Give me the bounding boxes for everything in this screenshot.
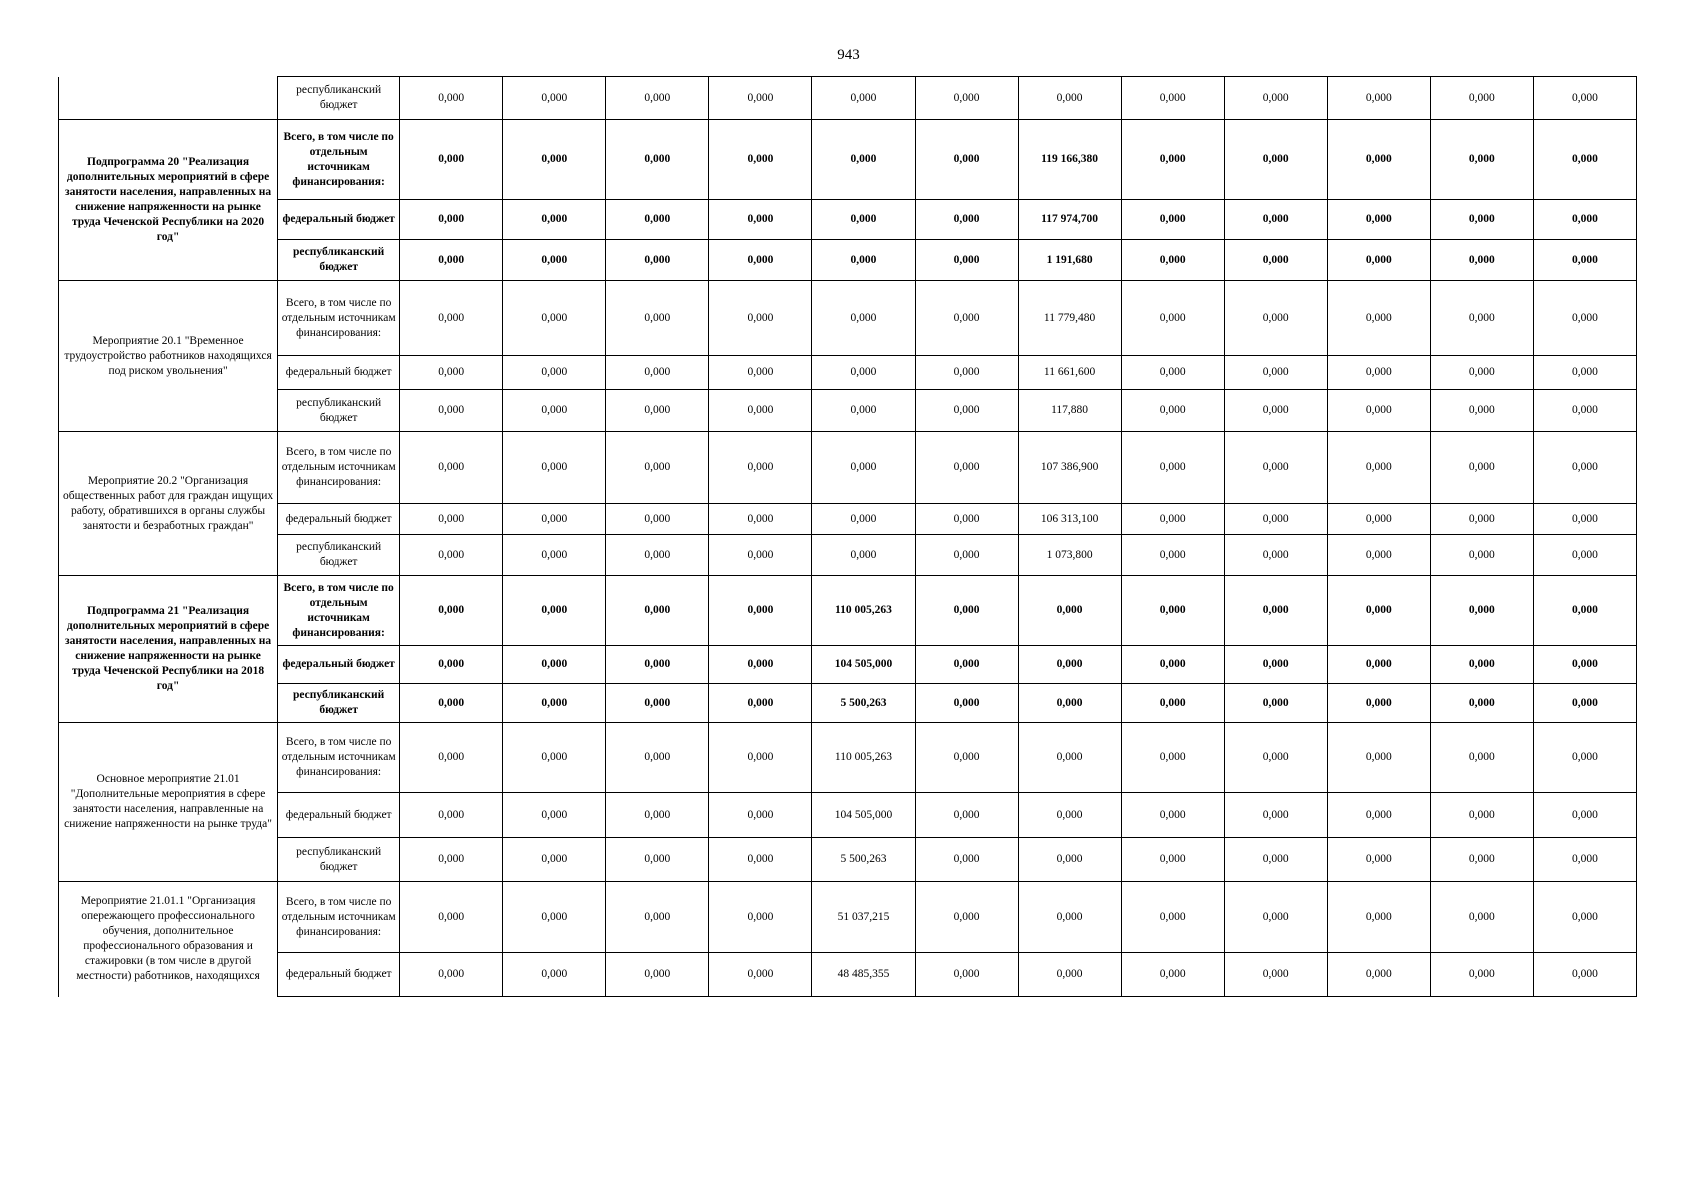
funding-source-cell: республиканский бюджет bbox=[278, 390, 400, 432]
value-cell: 1 191,680 bbox=[1018, 240, 1121, 281]
value-cell: 0,000 bbox=[1121, 504, 1224, 535]
funding-source-cell: федеральный бюджет bbox=[278, 356, 400, 390]
value-cell: 0,000 bbox=[606, 882, 709, 953]
value-cell: 0,000 bbox=[915, 882, 1018, 953]
page-number: 943 bbox=[837, 47, 860, 63]
value-cell: 0,000 bbox=[1224, 882, 1327, 953]
funding-source-cell: Всего, в том числе по отдельным источникам финансирования: bbox=[278, 723, 400, 793]
value-cell: 0,000 bbox=[1018, 77, 1121, 120]
value-cell: 0,000 bbox=[812, 240, 915, 281]
value-cell: 0,000 bbox=[1327, 576, 1430, 646]
value-cell: 0,000 bbox=[915, 281, 1018, 356]
value-cell: 0,000 bbox=[1018, 882, 1121, 953]
table-row bbox=[59, 281, 1637, 356]
value-cell: 0,000 bbox=[1224, 200, 1327, 240]
value-cell: 0,000 bbox=[400, 576, 503, 646]
value-cell: 117,880 bbox=[1018, 390, 1121, 432]
table-row bbox=[59, 882, 1637, 953]
value-cell: 104 505,000 bbox=[812, 646, 915, 684]
value-cell: 0,000 bbox=[400, 838, 503, 882]
table-row bbox=[59, 432, 1637, 504]
value-cell: 0,000 bbox=[812, 200, 915, 240]
value-cell: 0,000 bbox=[400, 684, 503, 723]
value-cell: 0,000 bbox=[1533, 77, 1636, 120]
value-cell: 0,000 bbox=[709, 535, 812, 576]
value-cell: 107 386,900 bbox=[1018, 432, 1121, 504]
value-cell: 0,000 bbox=[1430, 646, 1533, 684]
value-cell: 0,000 bbox=[1018, 793, 1121, 838]
value-cell: 0,000 bbox=[606, 504, 709, 535]
value-cell: 0,000 bbox=[606, 281, 709, 356]
value-cell: 0,000 bbox=[915, 120, 1018, 200]
program-name-cell: Основное мероприятие 21.01 "Дополнительные мероприятия в сфере занятости населения, направленные на снижение напряженности на рынке труда" bbox=[59, 723, 278, 882]
value-cell: 0,000 bbox=[503, 281, 606, 356]
funding-source-cell: федеральный бюджет bbox=[278, 953, 400, 997]
value-cell: 0,000 bbox=[709, 953, 812, 997]
table-row bbox=[59, 646, 1637, 684]
value-cell: 0,000 bbox=[915, 240, 1018, 281]
value-cell: 0,000 bbox=[915, 504, 1018, 535]
value-cell: 0,000 bbox=[1121, 684, 1224, 723]
value-cell: 0,000 bbox=[1430, 432, 1533, 504]
value-cell: 0,000 bbox=[915, 723, 1018, 793]
value-cell: 0,000 bbox=[915, 535, 1018, 576]
funding-source-cell: Всего, в том числе по отдельным источникам финансирования: bbox=[278, 432, 400, 504]
value-cell: 0,000 bbox=[400, 723, 503, 793]
value-cell: 104 505,000 bbox=[812, 793, 915, 838]
value-cell: 0,000 bbox=[915, 838, 1018, 882]
value-cell: 0,000 bbox=[709, 120, 812, 200]
budget-table bbox=[58, 76, 1637, 997]
value-cell: 0,000 bbox=[1327, 281, 1430, 356]
value-cell: 0,000 bbox=[1018, 723, 1121, 793]
value-cell: 0,000 bbox=[1018, 646, 1121, 684]
program-name-cell: Мероприятие 21.01.1 "Организация опережающего профессионального обучения, дополнительное профессионального образования и стажировки (в том числе в другой местности) работников, находящихся bbox=[59, 882, 278, 997]
table-row bbox=[59, 240, 1637, 281]
value-cell: 0,000 bbox=[606, 646, 709, 684]
value-cell: 0,000 bbox=[1430, 838, 1533, 882]
value-cell: 0,000 bbox=[400, 882, 503, 953]
value-cell: 0,000 bbox=[915, 390, 1018, 432]
value-cell: 0,000 bbox=[606, 576, 709, 646]
value-cell: 0,000 bbox=[812, 504, 915, 535]
value-cell: 0,000 bbox=[1121, 535, 1224, 576]
value-cell: 0,000 bbox=[915, 953, 1018, 997]
value-cell: 0,000 bbox=[915, 77, 1018, 120]
value-cell: 0,000 bbox=[503, 953, 606, 997]
value-cell: 0,000 bbox=[1533, 953, 1636, 997]
value-cell: 0,000 bbox=[812, 535, 915, 576]
value-cell: 110 005,263 bbox=[812, 723, 915, 793]
value-cell: 0,000 bbox=[400, 504, 503, 535]
value-cell: 0,000 bbox=[709, 390, 812, 432]
value-cell: 0,000 bbox=[1121, 576, 1224, 646]
funding-source-cell: Всего, в том числе по отдельным источникам финансирования: bbox=[278, 120, 400, 200]
program-name-cell: Подпрограмма 21 "Реализация дополнительных мероприятий в сфере занятости населения, направленных на снижение напряженности на рынке труда Чеченской Республики на 2018 год" bbox=[59, 576, 278, 723]
value-cell: 0,000 bbox=[1430, 281, 1533, 356]
value-cell: 0,000 bbox=[503, 504, 606, 535]
table-row bbox=[59, 390, 1637, 432]
value-cell: 0,000 bbox=[606, 953, 709, 997]
value-cell: 0,000 bbox=[1121, 793, 1224, 838]
value-cell: 0,000 bbox=[400, 535, 503, 576]
value-cell: 11 661,600 bbox=[1018, 356, 1121, 390]
value-cell: 0,000 bbox=[606, 432, 709, 504]
table-row bbox=[59, 838, 1637, 882]
value-cell: 0,000 bbox=[503, 356, 606, 390]
funding-source-cell: федеральный бюджет bbox=[278, 646, 400, 684]
value-cell: 0,000 bbox=[400, 240, 503, 281]
value-cell: 0,000 bbox=[1430, 120, 1533, 200]
value-cell: 0,000 bbox=[709, 432, 812, 504]
value-cell: 0,000 bbox=[1533, 793, 1636, 838]
value-cell: 0,000 bbox=[915, 576, 1018, 646]
value-cell: 0,000 bbox=[1327, 723, 1430, 793]
value-cell: 0,000 bbox=[400, 793, 503, 838]
value-cell: 0,000 bbox=[606, 723, 709, 793]
value-cell: 0,000 bbox=[1121, 356, 1224, 390]
value-cell: 0,000 bbox=[1121, 953, 1224, 997]
value-cell: 0,000 bbox=[1533, 576, 1636, 646]
value-cell: 0,000 bbox=[606, 793, 709, 838]
value-cell: 0,000 bbox=[1533, 723, 1636, 793]
funding-source-cell: республиканский бюджет bbox=[278, 77, 400, 120]
value-cell: 0,000 bbox=[1224, 723, 1327, 793]
value-cell: 0,000 bbox=[1430, 684, 1533, 723]
value-cell: 0,000 bbox=[1224, 953, 1327, 997]
funding-source-cell: федеральный бюджет bbox=[278, 504, 400, 535]
value-cell: 0,000 bbox=[709, 77, 812, 120]
value-cell: 0,000 bbox=[503, 576, 606, 646]
value-cell: 51 037,215 bbox=[812, 882, 915, 953]
value-cell: 0,000 bbox=[606, 838, 709, 882]
value-cell: 0,000 bbox=[400, 200, 503, 240]
value-cell: 0,000 bbox=[812, 77, 915, 120]
value-cell: 0,000 bbox=[400, 390, 503, 432]
value-cell: 0,000 bbox=[1224, 535, 1327, 576]
value-cell: 0,000 bbox=[1224, 793, 1327, 838]
value-cell: 0,000 bbox=[709, 200, 812, 240]
funding-source-cell: Всего, в том числе по отдельным источникам финансирования: bbox=[278, 882, 400, 953]
value-cell: 0,000 bbox=[915, 793, 1018, 838]
value-cell: 0,000 bbox=[915, 646, 1018, 684]
program-name-cell bbox=[59, 77, 278, 120]
table-row bbox=[59, 576, 1637, 646]
table-row bbox=[59, 953, 1637, 997]
value-cell: 0,000 bbox=[1018, 953, 1121, 997]
value-cell: 0,000 bbox=[1327, 793, 1430, 838]
value-cell: 0,000 bbox=[1224, 684, 1327, 723]
value-cell: 0,000 bbox=[400, 120, 503, 200]
program-name-cell: Подпрограмма 20 "Реализация дополнительных мероприятий в сфере занятости населения, направленных на снижение напряженности на рынке труда Чеченской Республики на 2020 год" bbox=[59, 120, 278, 281]
value-cell: 0,000 bbox=[1327, 432, 1430, 504]
value-cell: 0,000 bbox=[1121, 723, 1224, 793]
funding-source-cell: республиканский бюджет bbox=[278, 535, 400, 576]
value-cell: 0,000 bbox=[1224, 576, 1327, 646]
value-cell: 0,000 bbox=[1018, 684, 1121, 723]
value-cell: 11 779,480 bbox=[1018, 281, 1121, 356]
value-cell: 0,000 bbox=[1430, 793, 1533, 838]
value-cell: 0,000 bbox=[709, 646, 812, 684]
value-cell: 117 974,700 bbox=[1018, 200, 1121, 240]
table-row bbox=[59, 723, 1637, 793]
value-cell: 0,000 bbox=[1121, 240, 1224, 281]
value-cell: 0,000 bbox=[1430, 356, 1533, 390]
value-cell: 0,000 bbox=[1533, 240, 1636, 281]
program-name-cell: Мероприятие 20.1 "Временное трудоустройство работников находящихся под риском увольнения" bbox=[59, 281, 278, 432]
value-cell: 0,000 bbox=[1430, 953, 1533, 997]
value-cell: 0,000 bbox=[400, 281, 503, 356]
value-cell: 0,000 bbox=[1327, 646, 1430, 684]
value-cell: 0,000 bbox=[1430, 77, 1533, 120]
value-cell: 0,000 bbox=[606, 535, 709, 576]
value-cell: 0,000 bbox=[1533, 535, 1636, 576]
value-cell: 0,000 bbox=[606, 77, 709, 120]
value-cell: 0,000 bbox=[812, 432, 915, 504]
value-cell: 0,000 bbox=[400, 356, 503, 390]
funding-source-cell: Всего, в том числе по отдельным источникам финансирования: bbox=[278, 281, 400, 356]
value-cell: 0,000 bbox=[915, 432, 1018, 504]
value-cell: 106 313,100 bbox=[1018, 504, 1121, 535]
value-cell: 0,000 bbox=[1121, 390, 1224, 432]
value-cell: 0,000 bbox=[1533, 356, 1636, 390]
value-cell: 5 500,263 bbox=[812, 684, 915, 723]
value-cell: 0,000 bbox=[1430, 390, 1533, 432]
value-cell: 0,000 bbox=[709, 504, 812, 535]
funding-source-cell: федеральный бюджет bbox=[278, 200, 400, 240]
value-cell: 0,000 bbox=[1224, 120, 1327, 200]
value-cell: 0,000 bbox=[1533, 838, 1636, 882]
value-cell: 0,000 bbox=[1430, 535, 1533, 576]
value-cell: 0,000 bbox=[812, 120, 915, 200]
value-cell: 0,000 bbox=[1121, 281, 1224, 356]
value-cell: 0,000 bbox=[1430, 723, 1533, 793]
value-cell: 0,000 bbox=[1224, 390, 1327, 432]
program-name-cell: Мероприятие 20.2 "Организация общественных работ для граждан ищущих работу, обратившихся в органы службы занятости и безработных граждан" bbox=[59, 432, 278, 576]
value-cell: 0,000 bbox=[1121, 120, 1224, 200]
value-cell: 0,000 bbox=[1224, 77, 1327, 120]
funding-source-cell: республиканский бюджет bbox=[278, 684, 400, 723]
value-cell: 0,000 bbox=[1121, 77, 1224, 120]
value-cell: 0,000 bbox=[503, 432, 606, 504]
value-cell: 0,000 bbox=[606, 356, 709, 390]
value-cell: 0,000 bbox=[1327, 77, 1430, 120]
table-row bbox=[59, 535, 1637, 576]
value-cell: 0,000 bbox=[709, 240, 812, 281]
value-cell: 0,000 bbox=[1533, 200, 1636, 240]
funding-source-cell: федеральный бюджет bbox=[278, 793, 400, 838]
value-cell: 0,000 bbox=[1533, 432, 1636, 504]
value-cell: 0,000 bbox=[1430, 882, 1533, 953]
value-cell: 0,000 bbox=[400, 953, 503, 997]
value-cell: 0,000 bbox=[1224, 838, 1327, 882]
value-cell: 0,000 bbox=[503, 793, 606, 838]
value-cell: 0,000 bbox=[1327, 535, 1430, 576]
table-row bbox=[59, 504, 1637, 535]
value-cell: 0,000 bbox=[503, 77, 606, 120]
value-cell: 0,000 bbox=[1327, 120, 1430, 200]
value-cell: 0,000 bbox=[1327, 953, 1430, 997]
table-row bbox=[59, 200, 1637, 240]
value-cell: 5 500,263 bbox=[812, 838, 915, 882]
value-cell: 0,000 bbox=[812, 356, 915, 390]
value-cell: 0,000 bbox=[1533, 504, 1636, 535]
value-cell: 0,000 bbox=[709, 281, 812, 356]
value-cell: 0,000 bbox=[1533, 281, 1636, 356]
value-cell: 0,000 bbox=[1121, 882, 1224, 953]
value-cell: 0,000 bbox=[606, 390, 709, 432]
value-cell: 0,000 bbox=[1224, 356, 1327, 390]
value-cell: 0,000 bbox=[400, 646, 503, 684]
value-cell: 0,000 bbox=[709, 723, 812, 793]
value-cell: 0,000 bbox=[1533, 684, 1636, 723]
value-cell: 0,000 bbox=[606, 240, 709, 281]
table-row bbox=[59, 793, 1637, 838]
value-cell: 0,000 bbox=[812, 390, 915, 432]
funding-source-cell: Всего, в том числе по отдельным источникам финансирования: bbox=[278, 576, 400, 646]
value-cell: 0,000 bbox=[1430, 240, 1533, 281]
value-cell: 0,000 bbox=[709, 356, 812, 390]
value-cell: 0,000 bbox=[1327, 882, 1430, 953]
value-cell: 0,000 bbox=[1533, 646, 1636, 684]
value-cell: 0,000 bbox=[1327, 200, 1430, 240]
table-row bbox=[59, 356, 1637, 390]
value-cell: 0,000 bbox=[1224, 432, 1327, 504]
value-cell: 0,000 bbox=[1224, 240, 1327, 281]
value-cell: 0,000 bbox=[1327, 390, 1430, 432]
value-cell: 0,000 bbox=[606, 200, 709, 240]
value-cell: 0,000 bbox=[709, 882, 812, 953]
value-cell: 0,000 bbox=[1121, 838, 1224, 882]
value-cell: 0,000 bbox=[1224, 646, 1327, 684]
value-cell: 0,000 bbox=[606, 120, 709, 200]
value-cell: 0,000 bbox=[503, 120, 606, 200]
value-cell: 0,000 bbox=[503, 390, 606, 432]
value-cell: 0,000 bbox=[606, 684, 709, 723]
funding-source-cell: республиканский бюджет bbox=[278, 838, 400, 882]
value-cell: 0,000 bbox=[1224, 281, 1327, 356]
value-cell: 48 485,355 bbox=[812, 953, 915, 997]
value-cell: 0,000 bbox=[1327, 356, 1430, 390]
value-cell: 0,000 bbox=[915, 684, 1018, 723]
value-cell: 0,000 bbox=[1430, 576, 1533, 646]
value-cell: 1 073,800 bbox=[1018, 535, 1121, 576]
value-cell: 0,000 bbox=[1224, 504, 1327, 535]
value-cell: 119 166,380 bbox=[1018, 120, 1121, 200]
value-cell: 0,000 bbox=[1533, 120, 1636, 200]
value-cell: 0,000 bbox=[812, 281, 915, 356]
table-row bbox=[59, 684, 1637, 723]
value-cell: 0,000 bbox=[400, 77, 503, 120]
value-cell: 0,000 bbox=[1121, 646, 1224, 684]
value-cell: 0,000 bbox=[503, 646, 606, 684]
value-cell: 0,000 bbox=[503, 200, 606, 240]
table-row bbox=[59, 120, 1637, 200]
value-cell: 0,000 bbox=[1121, 200, 1224, 240]
value-cell: 0,000 bbox=[709, 576, 812, 646]
value-cell: 0,000 bbox=[503, 535, 606, 576]
value-cell: 0,000 bbox=[1327, 504, 1430, 535]
funding-source-cell: республиканский бюджет bbox=[278, 240, 400, 281]
value-cell: 0,000 bbox=[709, 684, 812, 723]
table-row bbox=[59, 77, 1637, 120]
value-cell: 0,000 bbox=[1430, 200, 1533, 240]
value-cell: 0,000 bbox=[709, 838, 812, 882]
value-cell: 0,000 bbox=[709, 793, 812, 838]
value-cell: 0,000 bbox=[1327, 838, 1430, 882]
value-cell: 0,000 bbox=[1533, 390, 1636, 432]
value-cell: 0,000 bbox=[1121, 432, 1224, 504]
value-cell: 0,000 bbox=[1430, 504, 1533, 535]
value-cell: 0,000 bbox=[503, 684, 606, 723]
value-cell: 0,000 bbox=[503, 240, 606, 281]
value-cell: 0,000 bbox=[503, 882, 606, 953]
value-cell: 0,000 bbox=[1533, 882, 1636, 953]
value-cell: 0,000 bbox=[1018, 838, 1121, 882]
value-cell: 0,000 bbox=[1327, 684, 1430, 723]
value-cell: 0,000 bbox=[915, 356, 1018, 390]
value-cell: 0,000 bbox=[1018, 576, 1121, 646]
value-cell: 0,000 bbox=[1327, 240, 1430, 281]
value-cell: 0,000 bbox=[503, 723, 606, 793]
value-cell: 0,000 bbox=[915, 200, 1018, 240]
value-cell: 0,000 bbox=[400, 432, 503, 504]
value-cell: 110 005,263 bbox=[812, 576, 915, 646]
value-cell: 0,000 bbox=[503, 838, 606, 882]
